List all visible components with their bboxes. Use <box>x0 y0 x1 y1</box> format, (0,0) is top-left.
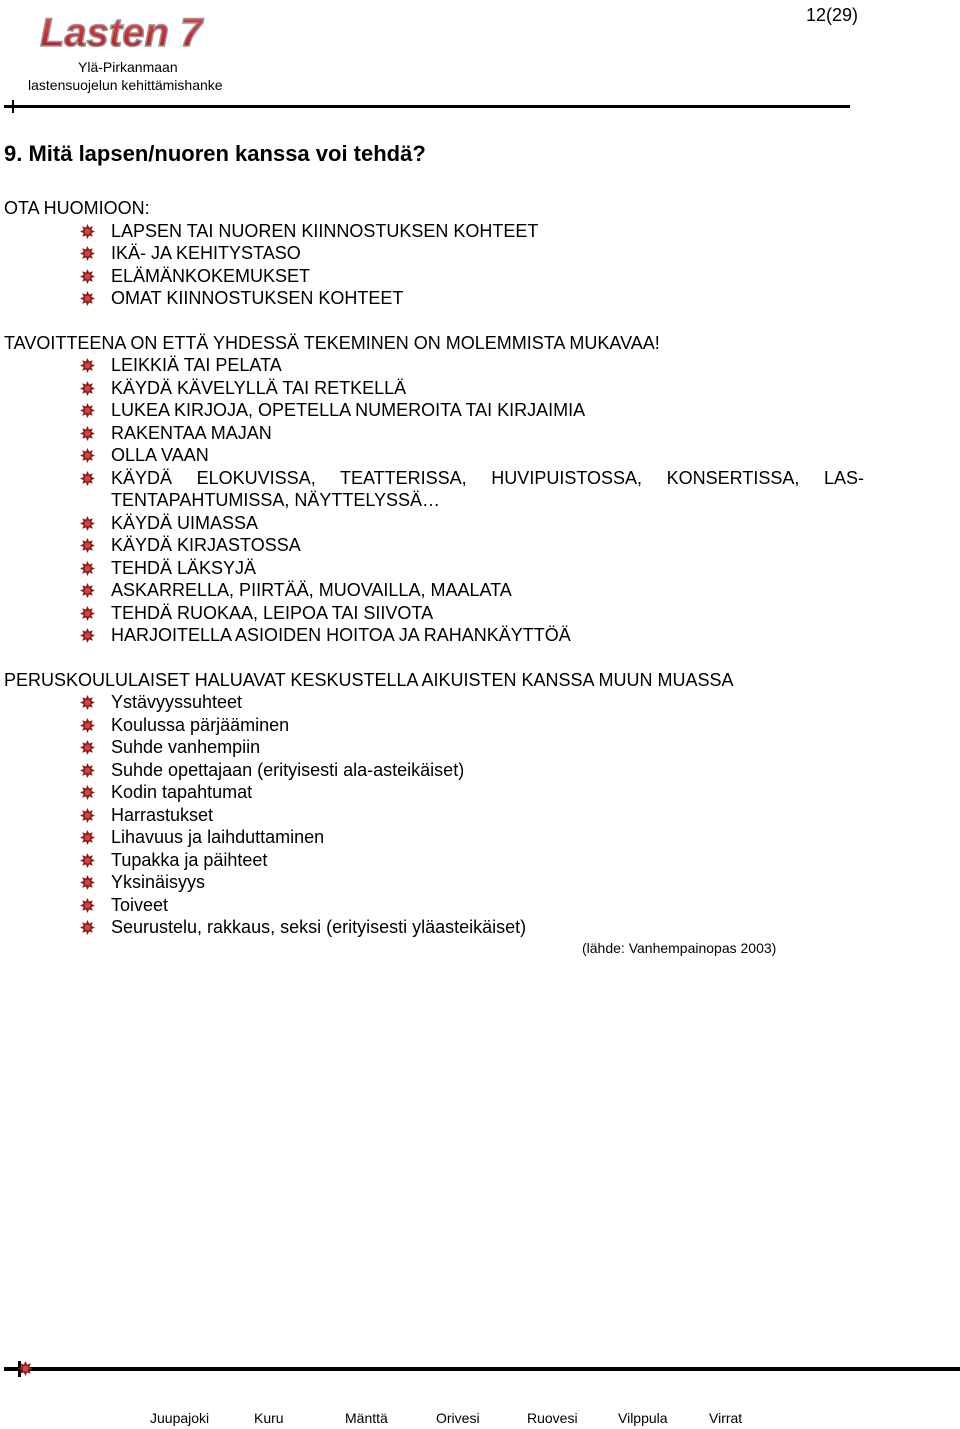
bullet-icon <box>80 246 95 261</box>
footer-divider <box>4 1367 960 1371</box>
footer-town: Mänttä <box>345 1410 388 1426</box>
list-item: Suhde opettajaan (erityisesti ala-asteikäiset) <box>4 759 864 782</box>
lasten-7-logo-icon <box>36 2 206 58</box>
list-item: KÄYDÄ KÄVELYLLÄ TAI RETKELLÄ <box>4 377 864 400</box>
bullet-icon <box>80 403 95 418</box>
section1-list <box>4 220 864 310</box>
list-item: ELÄMÄNKOKEMUKSET <box>4 265 864 288</box>
bullet-icon <box>80 448 95 463</box>
document-body <box>4 197 864 939</box>
list-item: Koulussa pärjääminen <box>4 714 864 737</box>
bullet-icon <box>80 785 95 800</box>
section3-title: PERUSKOULULAISET HALUAVAT KESKUSTELLA AIKUISTEN KANSSA MUUN MUASSA <box>4 669 734 690</box>
list-item: Lihavuus ja laihduttaminen <box>4 826 864 849</box>
footer-town: Juupajoki <box>150 1410 210 1426</box>
footer-town: Vilppula <box>618 1410 668 1426</box>
section2-list <box>4 354 864 647</box>
list-item: OLLA VAAN <box>4 444 864 467</box>
bullet-icon <box>80 291 95 306</box>
list-item: LEIKKIÄ TAI PELATA <box>4 354 864 377</box>
list-item: KÄYDÄ UIMASSA <box>4 512 864 535</box>
bullet-icon <box>80 426 95 441</box>
list-item: TEHDÄ LÄKSYJÄ <box>4 557 864 580</box>
header-divider-mark <box>12 100 14 113</box>
bullet-icon <box>80 224 95 239</box>
page-number: 12(29) <box>805 5 858 25</box>
bullet-icon <box>80 269 95 284</box>
bullet-icon <box>80 830 95 845</box>
header-divider <box>4 105 850 108</box>
bullet-icon <box>80 718 95 733</box>
bullet-icon <box>80 898 95 913</box>
list-item: HARJOITELLA ASIOIDEN HOITOA JA RAHANKÄYTTÖÄ <box>4 624 864 647</box>
list-item: Seurustelu, rakkaus, seksi (erityisesti yläasteikäiset) <box>4 916 864 939</box>
list-item: Tupakka ja päihteet <box>4 849 864 872</box>
section3-list <box>4 691 864 939</box>
list-item: OMAT KIINNOSTUKSEN KOHTEET <box>4 287 864 310</box>
list-item: KÄYDÄ KIRJASTOSSA <box>4 534 864 557</box>
list-item: LAPSEN TAI NUOREN KIINNOSTUKSEN KOHTEET <box>4 220 864 243</box>
list-item: IKÄ- JA KEHITYSTASO <box>4 242 864 265</box>
bullet-icon <box>80 628 95 643</box>
footer-town: Virrat <box>709 1410 743 1426</box>
bullet-icon <box>80 516 95 531</box>
footer-town: Kuru <box>254 1410 284 1426</box>
list-item: KÄYDÄ ELOKUVISSA, TEATTERISSA, HUVIPUISTOSSA, KONSERTISSA, LAS-TENTAPAHTUMISSA, NÄYTTELYSSÄ… <box>4 467 864 512</box>
list-item: LUKEA KIRJOJA, OPETELLA NUMEROITA TAI KIRJAIMIA <box>4 399 864 422</box>
bullet-icon <box>80 561 95 576</box>
project-logo <box>14 2 224 92</box>
bullet-icon <box>80 920 95 935</box>
section2-title: TAVOITTEENA ON ETTÄ YHDESSÄ TEKEMINEN ON MOLEMMISTA MUKAVAA! <box>4 332 660 353</box>
list-item: TEHDÄ RUOKAA, LEIPOA TAI SIIVOTA <box>4 602 864 625</box>
list-item: Toiveet <box>4 894 864 917</box>
bullet-icon <box>80 875 95 890</box>
list-item: RAKENTAA MAJAN <box>4 422 864 445</box>
footer-divider-mark <box>18 1361 21 1377</box>
footer-town: Orivesi <box>436 1410 480 1426</box>
list-item: Suhde vanhempiin <box>4 736 864 759</box>
list-item: Harrastukset <box>4 804 864 827</box>
list-item: Ystävyyssuhteet <box>4 691 864 714</box>
bullet-icon <box>80 358 95 373</box>
bullet-icon <box>80 808 95 823</box>
bullet-icon <box>80 606 95 621</box>
bullet-icon <box>80 471 95 486</box>
list-item: Kodin tapahtumat <box>4 781 864 804</box>
org-name-line1: Ylä-Pirkanmaan <box>78 59 178 75</box>
list-item: Yksinäisyys <box>4 871 864 894</box>
list-item: ASKARRELLA, PIIRTÄÄ, MUOVAILLA, MAALATA <box>4 579 864 602</box>
bullet-icon <box>80 381 95 396</box>
bullet-icon <box>80 740 95 755</box>
bullet-icon <box>80 763 95 778</box>
bullet-icon <box>80 583 95 598</box>
source-citation: (lähde: Vanhempainopas 2003) <box>582 940 777 956</box>
section-heading: 9. Mitä lapsen/nuoren kanssa voi tehdä? <box>4 141 426 166</box>
footer-towns <box>150 1409 742 1427</box>
org-name-line2: lastensuojelun kehittämishanke <box>28 77 223 93</box>
section1-title: OTA HUOMIOON: <box>4 198 150 218</box>
svg-text:Lasten 7: Lasten 7 <box>40 11 203 55</box>
bullet-icon <box>80 538 95 553</box>
bullet-icon <box>80 695 95 710</box>
footer-town: Ruovesi <box>527 1410 578 1426</box>
bullet-icon <box>80 853 95 868</box>
